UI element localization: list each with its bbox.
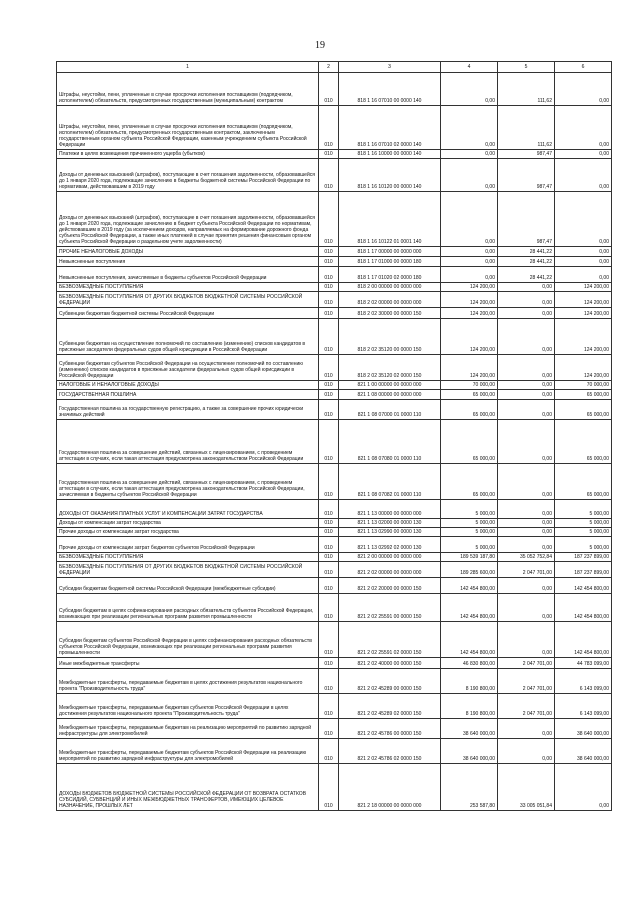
row-name-cell: Невыясненные поступления xyxy=(57,257,319,267)
row-plan-cell: 65 000,00 xyxy=(441,420,498,464)
row-name-cell: Государственная пошлина за совершение действий, связанных с лицензированием, с проведением аттестации в случаях, если такая аттестация предусмотрена законодательством Российской Федерации xyxy=(57,420,319,464)
row-kbk-cell: 821 2 18 00000 00 0000 000 xyxy=(339,764,441,811)
row-exec-cell: 0,00 xyxy=(498,292,555,308)
row-name-cell: Государственная пошлина за государственную регистрацию, а также за совершение прочих юридически значимых действий xyxy=(57,400,319,420)
row-plan-cell: 0,00 xyxy=(441,192,498,247)
row-plan-cell: 124 200,00 xyxy=(441,319,498,355)
row-code-cell: 010 xyxy=(319,283,339,292)
table-row xyxy=(57,719,612,739)
row-code-cell: 010 xyxy=(319,519,339,528)
row-kbk-cell: 818 1 16 10120 00 0000 140 xyxy=(339,159,441,192)
row-name-cell: НАЛОГОВЫЕ И НЕНАЛОГОВЫЕ ДОХОДЫ xyxy=(57,381,319,390)
table-row xyxy=(57,292,612,308)
row-name-cell: БЕЗВОЗМЕЗДНЫЕ ПОСТУПЛЕНИЯ xyxy=(57,553,319,562)
row-code-cell: 010 xyxy=(319,292,339,308)
row-plan-cell: 5 000,00 xyxy=(441,519,498,528)
row-exec-cell: 0,00 xyxy=(498,283,555,292)
row-name-cell: Платежи в целях возмещения причиненного ущерба (убытков) xyxy=(57,150,319,159)
row-remain-cell: 0,00 xyxy=(555,192,612,247)
table-body xyxy=(57,62,612,811)
row-remain-cell: 44 783 099,00 xyxy=(555,658,612,669)
row-exec-cell: 28 441,22 xyxy=(498,257,555,267)
row-kbk-cell: 821 1 08 00000 00 0000 000 xyxy=(339,390,441,400)
row-exec-cell: 0,00 xyxy=(498,400,555,420)
row-kbk-cell: 818 1 16 10000 00 0000 140 xyxy=(339,150,441,159)
table-row xyxy=(57,420,612,464)
row-remain-cell: 142 454 800,00 xyxy=(555,578,612,594)
row-kbk-cell: 821 2 02 45289 02 0000 150 xyxy=(339,694,441,719)
row-code-cell: 010 xyxy=(319,553,339,562)
row-name-cell: БЕЗВОЗМЕЗДНЫЕ ПОСТУПЛЕНИЯ ОТ ДРУГИХ БЮДЖЕТОВ БЮДЖЕТНОЙ СИСТЕМЫ РОССИЙСКОЙ ФЕДЕРАЦИИ xyxy=(57,292,319,308)
row-name-cell: Субвенции бюджетам на осуществление полномочий по составлению (изменению) списков кандидатов в присяжные заседатели федеральных судов общей юрисдикции в Российской Федерации xyxy=(57,319,319,355)
row-remain-cell: 0,00 xyxy=(555,159,612,192)
row-exec-cell: 0,00 xyxy=(498,420,555,464)
row-code-cell: 010 xyxy=(319,247,339,257)
page-number: 19 xyxy=(315,40,325,51)
row-kbk-cell: 821 2 02 45786 00 0000 150 xyxy=(339,719,441,739)
row-code-cell: 010 xyxy=(319,420,339,464)
row-remain-cell: 142 454 800,00 xyxy=(555,622,612,658)
row-plan-cell: 124 200,00 xyxy=(441,355,498,381)
row-code-cell: 010 xyxy=(319,578,339,594)
row-exec-cell: 0,00 xyxy=(498,578,555,594)
row-remain-cell: 65 000,00 xyxy=(555,420,612,464)
row-plan-cell: 142 454 800,00 xyxy=(441,578,498,594)
row-exec-cell: 0,00 xyxy=(498,594,555,622)
row-code-cell: 010 xyxy=(319,537,339,553)
row-kbk-cell: 821 2 00 00000 00 0000 000 xyxy=(339,553,441,562)
row-name-cell: Иные межбюджетные трансферты xyxy=(57,658,319,669)
row-name-cell: Невыясненные поступления, зачисляемые в бюджеты субъектов Российской Федерации xyxy=(57,267,319,283)
row-plan-cell: 189 539 187,80 xyxy=(441,553,498,562)
row-exec-cell: 28 441,22 xyxy=(498,267,555,283)
row-name-cell: Штрафы, неустойки, пени, уплаченные в случае просрочки исполнения поставщиком (подрядчиком, исполнителем) обязательств, предусмотренных государственным контрактом, заключенным государственным органом субъекта Российской Федерации, казенным учреждением субъекта Российской Федерации xyxy=(57,106,319,150)
table-row xyxy=(57,381,612,390)
row-exec-cell: 0,00 xyxy=(498,528,555,537)
row-code-cell: 010 xyxy=(319,150,339,159)
row-name-cell: ПРОЧИЕ НЕНАЛОГОВЫЕ ДОХОДЫ xyxy=(57,247,319,257)
table-row xyxy=(57,528,612,537)
table-row xyxy=(57,594,612,622)
row-plan-cell: 142 454 800,00 xyxy=(441,594,498,622)
row-kbk-cell: 821 2 02 45289 00 0000 150 xyxy=(339,669,441,694)
row-remain-cell: 6 143 099,00 xyxy=(555,694,612,719)
row-code-cell: 010 xyxy=(319,73,339,106)
row-code-cell: 010 xyxy=(319,106,339,150)
row-code-cell: 010 xyxy=(319,267,339,283)
row-name-cell: ДОХОДЫ БЮДЖЕТОВ БЮДЖЕТНОЙ СИСТЕМЫ РОССИЙСКОЙ ФЕДЕРАЦИИ ОТ ВОЗВРАТА ОСТАТКОВ СУБСИДИЙ, СУБВЕНЦИЙ И ИНЫХ МЕЖБЮДЖЕТНЫХ ТРАНСФЕРТОВ, ИМЕЮЩИХ ЦЕЛЕВОЕ НАЗНАЧЕНИЕ, ПРОШЛЫХ ЛЕТ xyxy=(57,764,319,811)
row-code-cell: 010 xyxy=(319,622,339,658)
row-exec-cell: 987,47 xyxy=(498,192,555,247)
table-row xyxy=(57,739,612,764)
row-exec-cell: 0,00 xyxy=(498,381,555,390)
row-exec-cell: 2 047 701,00 xyxy=(498,694,555,719)
row-code-cell: 010 xyxy=(319,464,339,500)
table-row xyxy=(57,669,612,694)
table-row xyxy=(57,267,612,283)
row-kbk-cell: 821 1 00 00000 00 0000 000 xyxy=(339,381,441,390)
row-plan-cell: 142 454 800,00 xyxy=(441,622,498,658)
row-name-cell: Штрафы, неустойки, пени, уплаченные в случае просрочки исполнения поставщиком (подрядчиком, исполнителем) обязательств, предусмотренных государственным (муниципальным) контрактом xyxy=(57,73,319,106)
row-code-cell: 010 xyxy=(319,355,339,381)
row-code-cell: 010 xyxy=(319,694,339,719)
table-row xyxy=(57,355,612,381)
row-plan-cell: 124 200,00 xyxy=(441,292,498,308)
row-code-cell: 010 xyxy=(319,257,339,267)
row-plan-cell: 65 000,00 xyxy=(441,400,498,420)
row-kbk-cell: 818 1 16 10122 01 0001 140 xyxy=(339,192,441,247)
row-plan-cell: 65 000,00 xyxy=(441,390,498,400)
row-code-cell: 010 xyxy=(319,400,339,420)
row-remain-cell: 124 200,00 xyxy=(555,319,612,355)
row-plan-cell: 5 000,00 xyxy=(441,537,498,553)
table-row xyxy=(57,464,612,500)
row-remain-cell: 0,00 xyxy=(555,764,612,811)
row-kbk-cell: 818 2 02 30000 00 0000 150 xyxy=(339,308,441,319)
row-exec-cell: 111,62 xyxy=(498,73,555,106)
row-code-cell: 010 xyxy=(319,594,339,622)
row-remain-cell: 187 237 899,00 xyxy=(555,562,612,578)
row-remain-cell: 0,00 xyxy=(555,267,612,283)
table-row xyxy=(57,553,612,562)
row-plan-cell: 124 200,00 xyxy=(441,308,498,319)
row-remain-cell: 124 200,00 xyxy=(555,308,612,319)
table-row xyxy=(57,500,612,519)
row-kbk-cell: 821 1 13 02992 02 0000 130 xyxy=(339,537,441,553)
header-cell: 5 xyxy=(498,62,555,73)
row-kbk-cell: 821 2 02 25591 00 0000 150 xyxy=(339,594,441,622)
row-remain-cell: 142 454 800,00 xyxy=(555,594,612,622)
row-name-cell: БЕЗВОЗМЕЗДНЫЕ ПОСТУПЛЕНИЯ ОТ ДРУГИХ БЮДЖЕТОВ БЮДЖЕТНОЙ СИСТЕМЫ РОССИЙСКОЙ ФЕДЕРАЦИИ xyxy=(57,562,319,578)
table-row xyxy=(57,159,612,192)
table-row xyxy=(57,73,612,106)
table-row xyxy=(57,658,612,669)
row-plan-cell: 38 640 000,00 xyxy=(441,739,498,764)
row-exec-cell: 0,00 xyxy=(498,519,555,528)
row-kbk-cell: 821 2 02 20000 00 0000 150 xyxy=(339,578,441,594)
table-row xyxy=(57,764,612,811)
row-code-cell: 010 xyxy=(319,739,339,764)
table-row xyxy=(57,578,612,594)
row-remain-cell: 0,00 xyxy=(555,247,612,257)
table-row xyxy=(57,537,612,553)
row-remain-cell: 38 640 000,00 xyxy=(555,719,612,739)
row-kbk-cell: 818 2 00 00000 00 0000 000 xyxy=(339,283,441,292)
row-exec-cell: 111,62 xyxy=(498,106,555,150)
row-remain-cell: 5 000,00 xyxy=(555,537,612,553)
header-cell: 6 xyxy=(555,62,612,73)
row-name-cell: Межбюджетные трансферты, передаваемые бюджетам субъектов Российской Федерации на реализацию мероприятий по развитию зарядной инфраструктуры для электромобилей xyxy=(57,739,319,764)
row-code-cell: 010 xyxy=(319,562,339,578)
table-row xyxy=(57,562,612,578)
table-row xyxy=(57,519,612,528)
row-code-cell: 010 xyxy=(319,192,339,247)
row-exec-cell: 2 047 701,00 xyxy=(498,669,555,694)
row-kbk-cell: 821 1 13 00000 00 0000 000 xyxy=(339,500,441,519)
row-remain-cell: 5 000,00 xyxy=(555,528,612,537)
row-kbk-cell: 821 2 02 25591 02 0000 150 xyxy=(339,622,441,658)
row-name-cell: Государственная пошлина за совершение действий, связанных с лицензированием, с проведением аттестации в случаях, если такая аттестация предусмотрена законодательством Российской Федерации, зачисляемая в бюджеты субъектов Российской Федерации xyxy=(57,464,319,500)
row-exec-cell: 2 047 701,00 xyxy=(498,562,555,578)
row-plan-cell: 0,00 xyxy=(441,106,498,150)
table-row xyxy=(57,257,612,267)
row-plan-cell: 0,00 xyxy=(441,150,498,159)
row-plan-cell: 8 190 800,00 xyxy=(441,669,498,694)
row-plan-cell: 0,00 xyxy=(441,257,498,267)
header-row xyxy=(57,62,612,73)
row-name-cell: БЕЗВОЗМЕЗДНЫЕ ПОСТУПЛЕНИЯ xyxy=(57,283,319,292)
row-exec-cell: 0,00 xyxy=(498,319,555,355)
table-row xyxy=(57,390,612,400)
row-exec-cell: 33 005 051,84 xyxy=(498,764,555,811)
row-remain-cell: 65 000,00 xyxy=(555,464,612,500)
header-cell: 2 xyxy=(319,62,339,73)
row-kbk-cell: 818 1 16 07010 02 0000 140 xyxy=(339,106,441,150)
row-name-cell: Межбюджетные трансферты, передаваемые бюджетам субъектов Российской Федерации в целях достижения результатов национального проекта "Производительность труда" xyxy=(57,694,319,719)
table-row xyxy=(57,106,612,150)
row-code-cell: 010 xyxy=(319,390,339,400)
row-kbk-cell: 818 1 17 01000 00 0000 180 xyxy=(339,257,441,267)
row-remain-cell: 187 237 899,00 xyxy=(555,553,612,562)
row-name-cell: Межбюджетные трансферты, передаваемые бюджетам в целях достижения результатов национального проекта "Производительность труда" xyxy=(57,669,319,694)
row-name-cell: Субсидии бюджетам в целях софинансирования расходных обязательств субъектов Российской Федерации, возникающих при реализации региональных программ развития промышленности xyxy=(57,594,319,622)
row-exec-cell: 0,00 xyxy=(498,622,555,658)
row-remain-cell: 124 200,00 xyxy=(555,283,612,292)
row-name-cell: Доходы от денежных взысканий (штрафов), поступающие в счет погашения задолженности, образовавшейся до 1 января 2020 года, подлежащие зачислению в бюджет субъекта Российской Федерации по нормативам, действовавшим в 2019 году (за исключением доходов, направляемых на формирование дорожного фонда субъекта Российской Федерации, а также иных платежей в случае принятия решения финансовым органом субъекта Российской Федерации о раздельном учете задолженности) xyxy=(57,192,319,247)
row-code-cell: 010 xyxy=(319,528,339,537)
table-row xyxy=(57,283,612,292)
row-remain-cell: 0,00 xyxy=(555,106,612,150)
row-plan-cell: 70 000,00 xyxy=(441,381,498,390)
row-name-cell: Прочие доходы от компенсации затрат государства xyxy=(57,528,319,537)
row-remain-cell: 124 200,00 xyxy=(555,292,612,308)
row-plan-cell: 0,00 xyxy=(441,159,498,192)
table-row xyxy=(57,319,612,355)
row-plan-cell: 253 587,80 xyxy=(441,764,498,811)
row-exec-cell: 28 441,22 xyxy=(498,247,555,257)
row-name-cell: ГОСУДАРСТВЕННАЯ ПОШЛИНА xyxy=(57,390,319,400)
row-exec-cell: 987,47 xyxy=(498,150,555,159)
row-code-cell: 010 xyxy=(319,719,339,739)
row-code-cell: 010 xyxy=(319,319,339,355)
row-plan-cell: 0,00 xyxy=(441,247,498,257)
row-exec-cell: 0,00 xyxy=(498,308,555,319)
row-exec-cell: 0,00 xyxy=(498,719,555,739)
row-remain-cell: 0,00 xyxy=(555,257,612,267)
row-name-cell: Прочие доходы от компенсации затрат бюджетов субъектов Российской Федерации xyxy=(57,537,319,553)
row-kbk-cell: 821 2 02 45786 02 0000 150 xyxy=(339,739,441,764)
row-exec-cell: 2 047 701,00 xyxy=(498,658,555,669)
row-exec-cell: 0,00 xyxy=(498,390,555,400)
table-row xyxy=(57,150,612,159)
row-kbk-cell: 821 2 02 00000 00 0000 000 xyxy=(339,562,441,578)
row-kbk-cell: 818 1 17 00000 00 0000 000 xyxy=(339,247,441,257)
row-plan-cell: 124 200,00 xyxy=(441,283,498,292)
row-name-cell: Межбюджетные трансферты, передаваемые бюджетам на реализацию мероприятий по развитию зарядной инфраструктуры для электромобилей xyxy=(57,719,319,739)
row-kbk-cell: 818 2 02 35120 02 0000 150 xyxy=(339,355,441,381)
table-row xyxy=(57,694,612,719)
row-remain-cell: 124 200,00 xyxy=(555,355,612,381)
header-cell: 4 xyxy=(441,62,498,73)
row-plan-cell: 38 640 000,00 xyxy=(441,719,498,739)
row-code-cell: 010 xyxy=(319,669,339,694)
row-code-cell: 010 xyxy=(319,764,339,811)
row-remain-cell: 65 000,00 xyxy=(555,390,612,400)
table-row xyxy=(57,308,612,319)
row-remain-cell: 70 000,00 xyxy=(555,381,612,390)
row-plan-cell: 0,00 xyxy=(441,267,498,283)
table-row xyxy=(57,247,612,257)
row-kbk-cell: 818 1 16 07010 00 0000 140 xyxy=(339,73,441,106)
row-plan-cell: 65 000,00 xyxy=(441,464,498,500)
row-name-cell: Доходы от денежных взысканий (штрафов), поступающие в счет погашения задолженности, образовавшейся до 1 января 2020 года, подлежащие зачислению в бюджеты бюджетной системы Российской Федерации по нормативам, действовавшим в 2019 году xyxy=(57,159,319,192)
row-plan-cell: 5 000,00 xyxy=(441,500,498,519)
row-plan-cell: 189 285 600,00 xyxy=(441,562,498,578)
row-name-cell: Субсидии бюджетам субъектов Российской Федерации в целях софинансирования расходных обязательств субъектов Российской Федерации, возникающих при реализации региональных программ развития промышленности xyxy=(57,622,319,658)
row-exec-cell: 0,00 xyxy=(498,464,555,500)
row-remain-cell: 38 640 000,00 xyxy=(555,739,612,764)
row-code-cell: 010 xyxy=(319,308,339,319)
row-name-cell: Субвенции бюджетам бюджетной системы Российской Федерации xyxy=(57,308,319,319)
table-row xyxy=(57,622,612,658)
row-kbk-cell: 821 1 08 07000 01 0000 110 xyxy=(339,400,441,420)
row-exec-cell: 35 052 752,84 xyxy=(498,553,555,562)
header-cell: 3 xyxy=(339,62,441,73)
row-exec-cell: 0,00 xyxy=(498,739,555,764)
row-remain-cell: 5 000,00 xyxy=(555,519,612,528)
row-remain-cell: 0,00 xyxy=(555,73,612,106)
row-kbk-cell: 818 2 02 35120 00 0000 150 xyxy=(339,319,441,355)
row-name-cell: Доходы от компенсации затрат государства xyxy=(57,519,319,528)
row-kbk-cell: 821 1 13 02000 00 0000 130 xyxy=(339,519,441,528)
row-exec-cell: 0,00 xyxy=(498,500,555,519)
row-remain-cell: 0,00 xyxy=(555,150,612,159)
row-code-cell: 010 xyxy=(319,381,339,390)
row-exec-cell: 987,47 xyxy=(498,159,555,192)
row-kbk-cell: 818 2 02 00000 00 0000 000 xyxy=(339,292,441,308)
row-exec-cell: 0,00 xyxy=(498,355,555,381)
row-plan-cell: 5 000,00 xyxy=(441,528,498,537)
row-code-cell: 010 xyxy=(319,159,339,192)
budget-table xyxy=(56,61,612,811)
row-plan-cell: 0,00 xyxy=(441,73,498,106)
row-code-cell: 010 xyxy=(319,500,339,519)
row-plan-cell: 46 830 800,00 xyxy=(441,658,498,669)
row-remain-cell: 65 000,00 xyxy=(555,400,612,420)
row-plan-cell: 8 190 800,00 xyxy=(441,694,498,719)
row-kbk-cell: 821 1 08 07082 01 0000 110 xyxy=(339,464,441,500)
row-remain-cell: 6 143 099,00 xyxy=(555,669,612,694)
table-row xyxy=(57,192,612,247)
row-kbk-cell: 818 1 17 01020 02 0000 180 xyxy=(339,267,441,283)
row-kbk-cell: 821 1 13 02990 00 0000 130 xyxy=(339,528,441,537)
table-row xyxy=(57,400,612,420)
row-kbk-cell: 821 1 08 07080 01 0000 110 xyxy=(339,420,441,464)
row-name-cell: Субвенции бюджетам субъектов Российской Федерации на осуществление полномочий по составлению (изменению) списков кандидатов в присяжные заседатели федеральных судов общей юрисдикции в Российской Федерации xyxy=(57,355,319,381)
row-name-cell: ДОХОДЫ ОТ ОКАЗАНИЯ ПЛАТНЫХ УСЛУГ И КОМПЕНСАЦИИ ЗАТРАТ ГОСУДАРСТВА xyxy=(57,500,319,519)
row-kbk-cell: 821 2 02 40000 00 0000 150 xyxy=(339,658,441,669)
row-exec-cell: 0,00 xyxy=(498,537,555,553)
row-name-cell: Субсидии бюджетам бюджетной системы Российской Федерации (межбюджетные субсидии) xyxy=(57,578,319,594)
header-cell: 1 xyxy=(57,62,319,73)
row-remain-cell: 5 000,00 xyxy=(555,500,612,519)
row-code-cell: 010 xyxy=(319,658,339,669)
